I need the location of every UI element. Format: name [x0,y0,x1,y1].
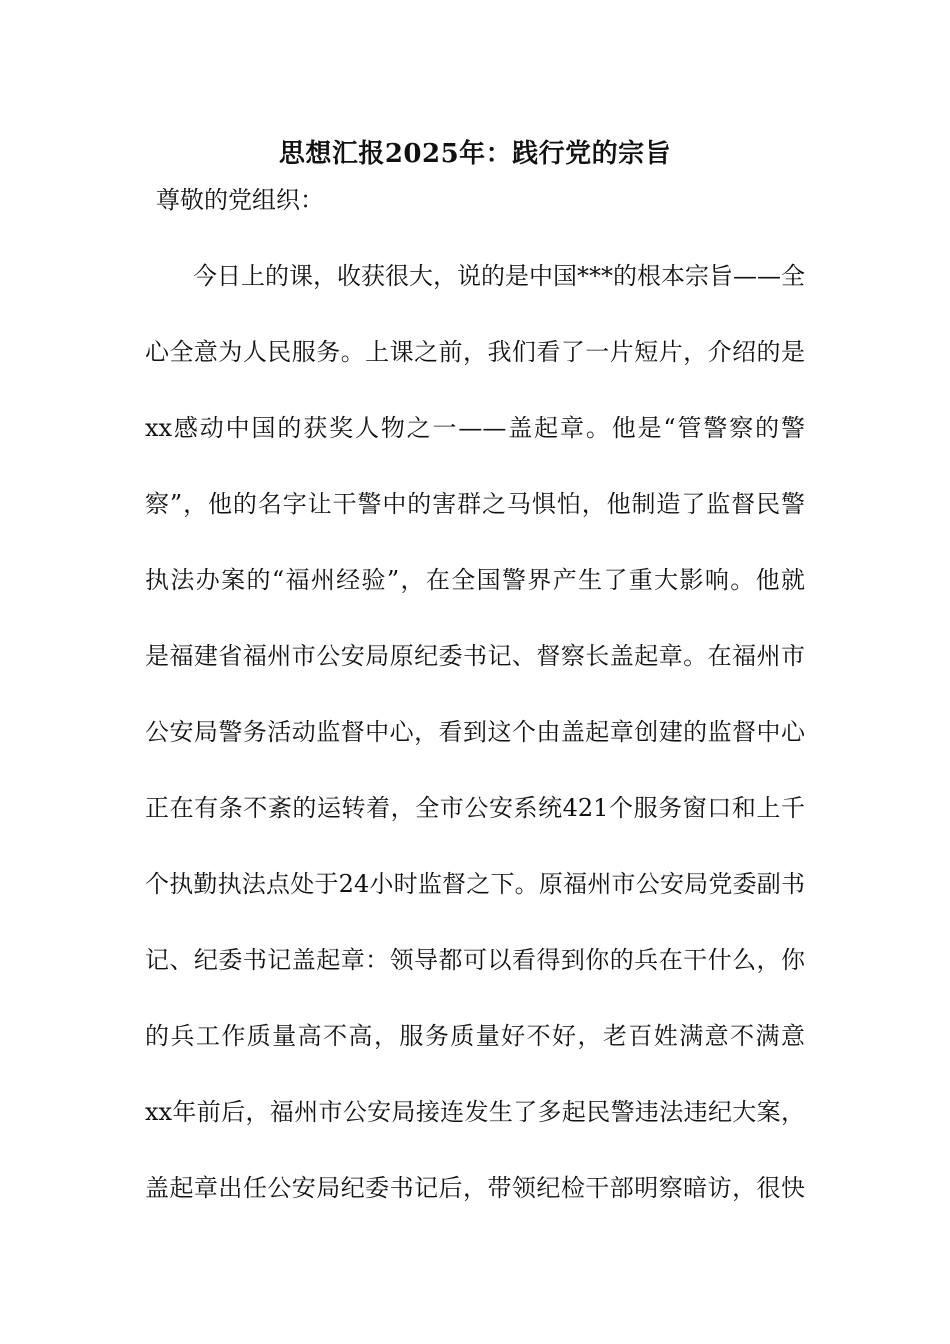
document-title: 思想汇报2025年：践行党的宗旨 [278,139,672,169]
body-line: 记、纪委书记盖起章：领导都可以看得到你的兵在干什么，你 [145,946,805,974]
body-line: xx感动中国的获奖人物之一——盖起章。他是“管警察的警 [145,414,805,442]
body-line: 今日上的课，收获很大，说的是中国***的根本宗旨——全 [193,262,805,290]
body-line: 是福建省福州市公安局原纪委书记、督察长盖起章。在福州市 [145,642,805,670]
body-line: 正在有条不紊的运转着，全市公安系统421个服务窗口和上千 [145,794,805,822]
body-line: 个执勤执法点处于24小时监督之下。原福州市公安局党委副书 [145,870,805,898]
body-line: 盖起章出任公安局纪委书记后，带领纪检干部明察暗访，很快 [145,1174,805,1202]
body-line: 执法办案的“福州经验”，在全国警界产生了重大影响。他就 [145,566,805,594]
body-line: 心全意为人民服务。上课之前，我们看了一片短片，介绍的是 [145,338,805,366]
body-line: 的兵工作质量高不高，服务质量好不好，老百姓满意不满意 [145,1022,805,1050]
body-line: 公安局警务活动监督中心，看到这个由盖起章创建的监督中心 [145,718,805,746]
salutation: 尊敬的党组织： [156,186,324,214]
body-line: xx年前后，福州市公安局接连发生了多起民警违法违纪大案， [145,1098,805,1126]
body-line: 察”，他的名字让干警中的害群之马惧怕，他制造了监督民警 [145,490,805,518]
